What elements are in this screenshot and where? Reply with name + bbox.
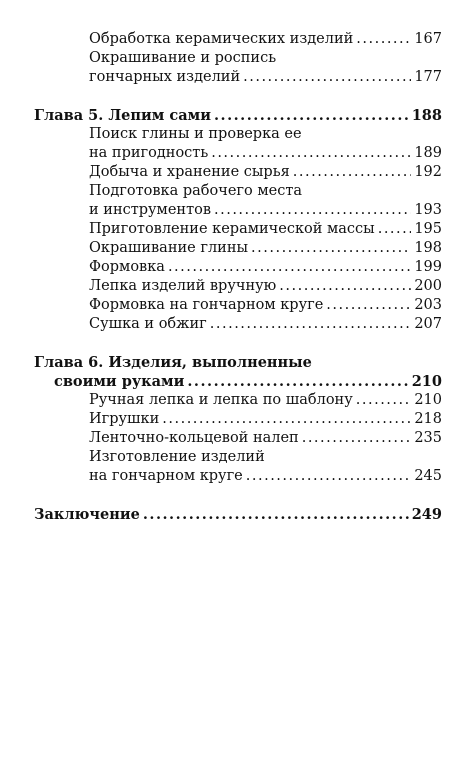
toc-page-number: 188 bbox=[411, 107, 442, 124]
dot-leader bbox=[210, 315, 412, 334]
toc-entry-label: Сушка и обжиг bbox=[89, 316, 207, 332]
toc-entry-label: Окрашивание глины bbox=[89, 240, 249, 256]
toc-page-number: 210 bbox=[411, 373, 442, 390]
toc-page-number: 210 bbox=[414, 392, 442, 408]
toc-chapter-5 bbox=[34, 106, 442, 125]
dot-leader bbox=[279, 277, 411, 296]
toc-entry-label: Ленточно-кольцевой налеп bbox=[89, 430, 299, 446]
toc-page-number: 167 bbox=[414, 31, 442, 47]
toc-entry-label: на пригодность bbox=[89, 145, 209, 161]
dot-leader bbox=[246, 467, 412, 486]
chapter-title: Заключение bbox=[34, 506, 140, 523]
toc-entry bbox=[34, 163, 442, 182]
toc-entry bbox=[34, 220, 442, 239]
toc-entry-line: Подготовка рабочего места bbox=[89, 183, 302, 199]
toc-entry-label: на гончарном круге bbox=[89, 468, 243, 484]
chapter-title-line: Глава 6. Изделия, выполненные bbox=[34, 354, 312, 371]
dot-leader bbox=[162, 410, 411, 429]
toc-chapter-6 bbox=[34, 372, 442, 391]
toc-entry bbox=[34, 429, 442, 448]
toc-entry-label: Игрушки bbox=[89, 411, 160, 427]
dot-leader bbox=[211, 144, 411, 163]
toc-page-number: 198 bbox=[414, 240, 442, 256]
toc-entry-painting bbox=[34, 68, 442, 87]
dot-leader bbox=[293, 163, 412, 182]
dot-leader bbox=[326, 296, 411, 315]
toc-page-number: 195 bbox=[414, 221, 442, 237]
toc-entry bbox=[34, 239, 442, 258]
toc-page-number: 199 bbox=[414, 259, 442, 275]
toc-entry-label: Ручная лепка и лепка по шаблону bbox=[89, 392, 353, 408]
toc-entry-ceramic-processing bbox=[34, 30, 442, 49]
dot-leader bbox=[378, 220, 412, 239]
toc-entry-label: Формовка на гончарном круге bbox=[89, 297, 324, 313]
dot-leader bbox=[168, 258, 411, 277]
dot-leader bbox=[143, 505, 409, 525]
toc-entry-line: Изготовление изделий bbox=[89, 449, 265, 465]
toc-entry bbox=[34, 315, 442, 334]
toc-page-number: 189 bbox=[414, 145, 442, 161]
toc-page-number: 177 bbox=[414, 69, 442, 85]
toc-entry-label: гончарных изделий bbox=[89, 69, 241, 85]
toc-page-number: 245 bbox=[414, 468, 442, 484]
dot-leader bbox=[214, 106, 409, 126]
toc-entry-label: Приготовление керамической массы bbox=[89, 221, 375, 237]
dot-leader bbox=[302, 429, 412, 448]
toc-page-number: 193 bbox=[414, 202, 442, 218]
toc-page-number: 200 bbox=[414, 278, 442, 294]
toc-conclusion bbox=[34, 505, 442, 524]
toc-page-number: 235 bbox=[414, 430, 442, 446]
toc-entry bbox=[34, 391, 442, 410]
dot-leader bbox=[214, 201, 411, 220]
toc-entry bbox=[34, 144, 442, 163]
dot-leader bbox=[187, 372, 408, 392]
toc-entry-label: Формовка bbox=[89, 259, 165, 275]
dot-leader bbox=[251, 239, 411, 258]
toc-entry bbox=[34, 410, 442, 429]
table-of-contents bbox=[34, 30, 442, 524]
toc-entry-label: Обработка керамических изделий bbox=[89, 31, 354, 47]
toc-entry bbox=[34, 277, 442, 296]
toc-entry bbox=[34, 201, 442, 220]
toc-entry-label: и инструментов bbox=[89, 202, 211, 218]
toc-entry bbox=[34, 467, 442, 486]
toc-entry-label: Лепка изделий вручную bbox=[89, 278, 277, 294]
chapter-title: Глава 5. Лепим сами bbox=[34, 107, 211, 124]
toc-entry bbox=[34, 296, 442, 315]
dot-leader bbox=[243, 68, 411, 87]
toc-page-number: 249 bbox=[411, 506, 442, 523]
toc-entry-line: Поиск глины и проверка ее bbox=[89, 126, 302, 142]
toc-page-number: 207 bbox=[414, 316, 442, 332]
toc-page-number: 218 bbox=[414, 411, 442, 427]
toc-entry-line: Окрашивание и роспись bbox=[89, 50, 277, 66]
chapter-title: своими руками bbox=[54, 373, 185, 390]
toc-page-number: 203 bbox=[414, 297, 442, 313]
dot-leader bbox=[356, 391, 412, 410]
dot-leader bbox=[356, 30, 411, 49]
toc-page-number: 192 bbox=[414, 164, 442, 180]
toc-entry bbox=[34, 258, 442, 277]
toc-entry-label: Добыча и хранение сырья bbox=[89, 164, 290, 180]
